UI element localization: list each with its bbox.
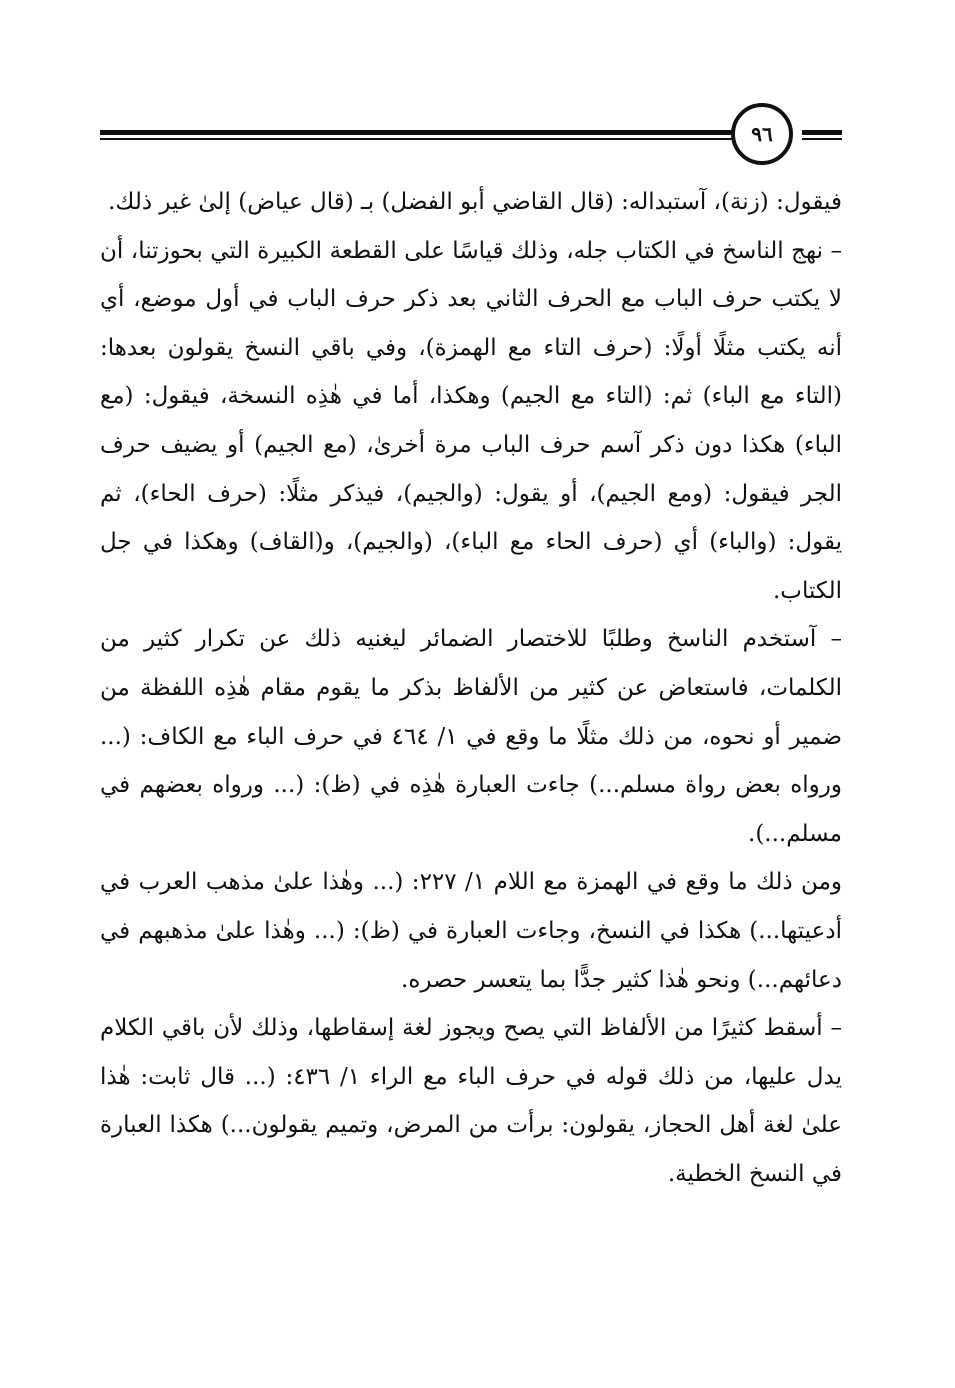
header-rule-right-thick	[802, 130, 842, 135]
header-rule-right-thin	[802, 138, 842, 140]
page-number-badge	[731, 103, 793, 165]
header-rule-thin-line	[100, 138, 740, 140]
paragraph-5: – أسقط كثيرًا من الألفاظ التي يصح ويجوز لغة إسقاطها، وذلك لأن باقي الكلام يدل عليها، من ذلك قوله في حرف الباء مع الراء ١/ ٤٣٦: (... قال ثابت: هٰذا علىٰ لغة أهل الحجاز، يقولون: برأت من المرض، وتميم يقولون...) هكذا العبارة في النسخ الخطية.	[100, 1015, 842, 1187]
paragraph-3: – آستخدم الناسخ وطلبًا للاختصار الضمائر ليغنيه ذلك عن تكرار كثير من الكلمات، فاستعاض عن كثير من الألفاظ بذكر ما يقوم مقام هٰذِه اللفظة من ضمير أو نحوه، من ذلك مثلًا ما وقع في ١/ ٤٦٤ في حرف الباء مع الكاف: (... ورواه بعض رواة مسلم...) جاءت العبارة هٰذِه في (ظ): (... ورواه بعضهم في مسلم...).	[100, 626, 843, 847]
body-text	[100, 178, 842, 1198]
paragraph-1: فيقول: (زنة)، آستبداله: (قال القاضي أبو الفضل) بـ (قال عياض) إلىٰ غير ذلك.	[108, 189, 842, 215]
header-rule-thick-line	[100, 130, 740, 135]
paragraph-4: ومن ذلك ما وقع في الهمزة مع اللام ١/ ٢٢٧: (... وهٰذا علىٰ مذهب العرب في أدعيتها...) هكذا في النسخ، وجاءت العبارة في (ظ): (... وهٰذا علىٰ مذهبهم في دعائهم...) ونحو هٰذا كثير جدًّا بما يتعسر حصره.	[100, 869, 842, 993]
page-number: ٩٦	[751, 122, 773, 146]
paragraph-2: – نهج الناسخ في الكتاب جله، وذلك قياسًا على القطعة الكبيرة التي بحوزتنا، أن لا يكتب حرف الباب مع الحرف الثاني بعد ذكر حرف الباب في أول موضع، أي أنه يكتب مثلًا أولًا: (حرف التاء مع الهمزة)، وفي باقي النسخ يقولون بعدها: (التاء مع الباء) ثم: (التاء مع الجيم) وهكذا، أما في هٰذِه النسخة، فيقول: (مع الباء) هكذا دون ذكر آسم حرف الباب مرة أخرىٰ، (مع الجيم) أو يضيف حرف الجر فيقول: (ومع الجيم)، أو يقول: (والجيم)، فيذكر مثلًا: (حرف الحاء)، ثم يقول: (والباء) أي (حرف الحاء مع الباء)، (والجيم)، و(القاف) وهكذا في جل الكتاب.	[100, 237, 842, 604]
